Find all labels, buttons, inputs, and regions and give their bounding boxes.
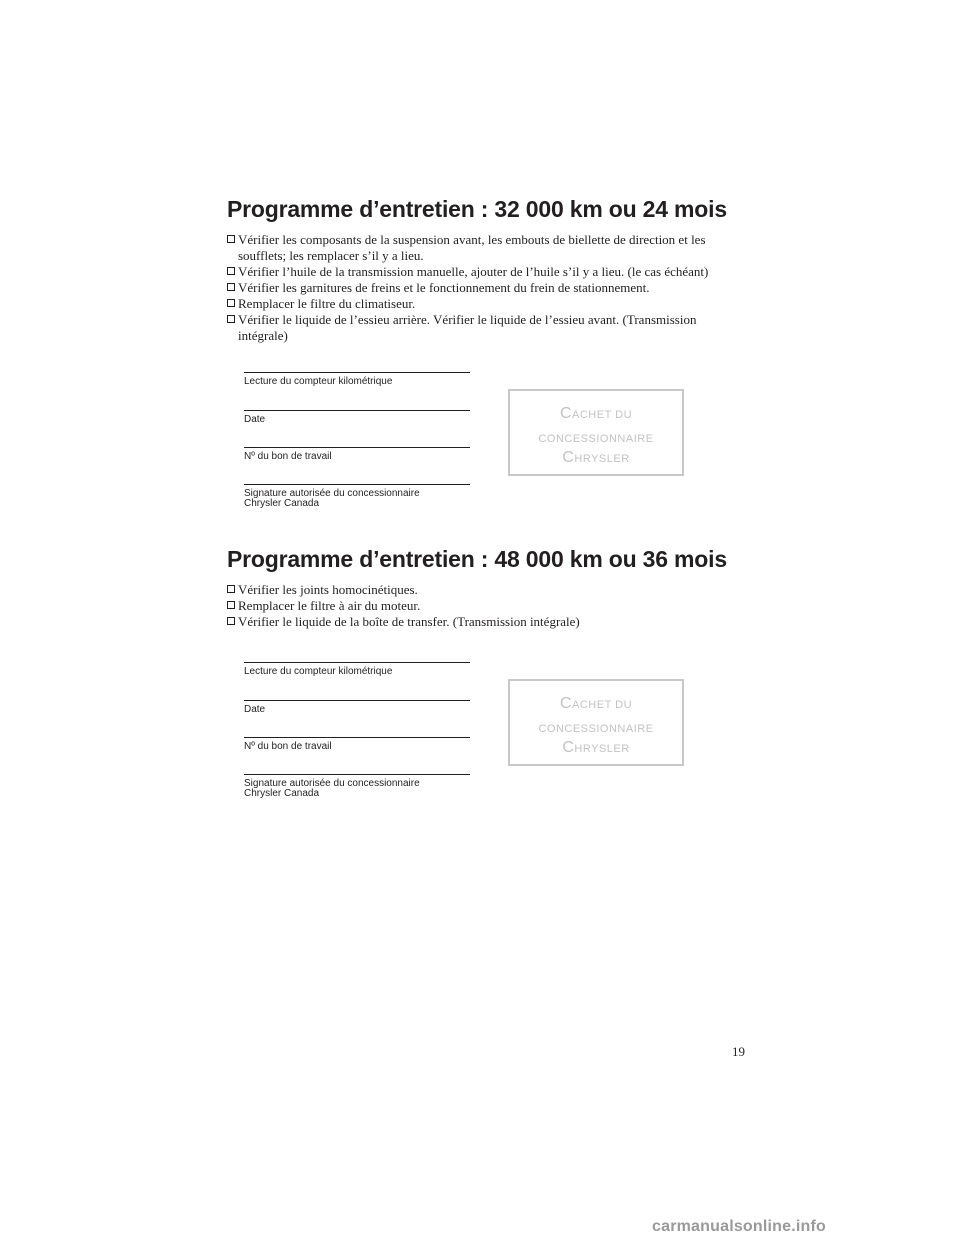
stamp-line-3: CHRYSLER: [562, 739, 630, 756]
checkbox-icon[interactable]: [227, 617, 235, 625]
checklist-item-text: Vérifier l’huile de la transmission manuelle, ajouter de l’huile s’il y a lieu. (le cas échéant): [238, 264, 709, 279]
stamp-line-2: CONCESSIONNAIRE: [538, 433, 654, 445]
checkbox-icon[interactable]: [227, 601, 235, 609]
signature-label-company: Chrysler Canada: [244, 788, 320, 799]
checkbox-icon[interactable]: [227, 315, 235, 323]
checklist-item-text: Vérifier le liquide de l’essieu arrière. Vérifier le liquide de l’essieu avant. (Transmission intégrale): [238, 312, 697, 343]
page-number: 19: [732, 1044, 745, 1059]
date-label: Date: [244, 414, 266, 425]
watermark: carmanualsonline.info: [652, 1218, 827, 1235]
checklist-item[interactable]: [227, 598, 727, 614]
checklist-item-text: Vérifier les garnitures de freins et le fonctionnement du frein de stationnement.: [238, 280, 650, 295]
odometer-label: Lecture du compteur kilométrique: [244, 376, 393, 387]
dealer-stamp-box: [508, 679, 684, 766]
checklist-item-text: Vérifier les composants de la suspension avant, les embouts de biellette de direction et les soufflets; les remplacer s’il y a lieu.: [238, 232, 706, 263]
section-2-checklist: [227, 582, 727, 630]
checkbox-icon[interactable]: [227, 283, 235, 291]
checklist-item[interactable]: [227, 582, 727, 598]
signature-field[interactable]: [244, 774, 470, 799]
signature-field[interactable]: [244, 484, 470, 509]
stamp-line-1: CACHET DU: [559, 405, 633, 422]
work-order-label: Nº du bon de travail: [244, 451, 332, 462]
signature-line: [244, 410, 470, 411]
signature-line: [244, 737, 470, 738]
date-field[interactable]: [244, 700, 470, 715]
signature-line: [244, 372, 470, 373]
work-order-label: Nº du bon de travail: [244, 741, 332, 752]
signature-label: Signature autorisée du concessionnaire: [244, 778, 420, 789]
signature-label-company: Chrysler Canada: [244, 498, 320, 509]
signature-line: [244, 484, 470, 485]
stamp-line-2: CONCESSIONNAIRE: [538, 723, 654, 735]
checklist-item-text: Vérifier le liquide de la boîte de transfer. (Transmission intégrale): [238, 614, 580, 629]
checklist-item[interactable]: [227, 264, 727, 280]
signature-label: Signature autorisée du concessionnaire: [244, 488, 420, 499]
section-1-checklist: [227, 232, 727, 344]
checkbox-icon[interactable]: [227, 267, 235, 275]
stamp-line-1: CACHET DU: [559, 695, 633, 712]
signature-line: [244, 447, 470, 448]
section-2-title: Programme d’entretien : 48 000 km ou 36 mois: [227, 546, 727, 572]
checklist-item-text: Vérifier les joints homocinétiques.: [238, 582, 418, 597]
section-1-title: Programme d’entretien : 32 000 km ou 24 mois: [227, 196, 727, 222]
signature-line: [244, 662, 470, 663]
odometer-field[interactable]: [244, 372, 470, 387]
work-order-field[interactable]: [244, 447, 470, 462]
checkbox-icon[interactable]: [227, 235, 235, 243]
checkbox-icon[interactable]: [227, 585, 235, 593]
odometer-label: Lecture du compteur kilométrique: [244, 666, 393, 677]
checklist-item[interactable]: [227, 296, 727, 312]
checklist-item-text: Remplacer le filtre à air du moteur.: [238, 598, 421, 613]
odometer-field[interactable]: [244, 662, 470, 677]
date-field[interactable]: [244, 410, 470, 425]
work-order-field[interactable]: [244, 737, 470, 752]
checklist-item-text: Remplacer le filtre du climatiseur.: [238, 296, 416, 311]
checklist-item[interactable]: [227, 614, 727, 630]
dealer-stamp-box: [508, 389, 684, 476]
checklist-item[interactable]: [227, 232, 727, 264]
signature-line: [244, 700, 470, 701]
signature-line: [244, 774, 470, 775]
checkbox-icon[interactable]: [227, 299, 235, 307]
date-label: Date: [244, 704, 266, 715]
stamp-line-3: CHRYSLER: [562, 449, 630, 466]
checklist-item[interactable]: [227, 312, 727, 344]
checklist-item[interactable]: [227, 280, 727, 296]
